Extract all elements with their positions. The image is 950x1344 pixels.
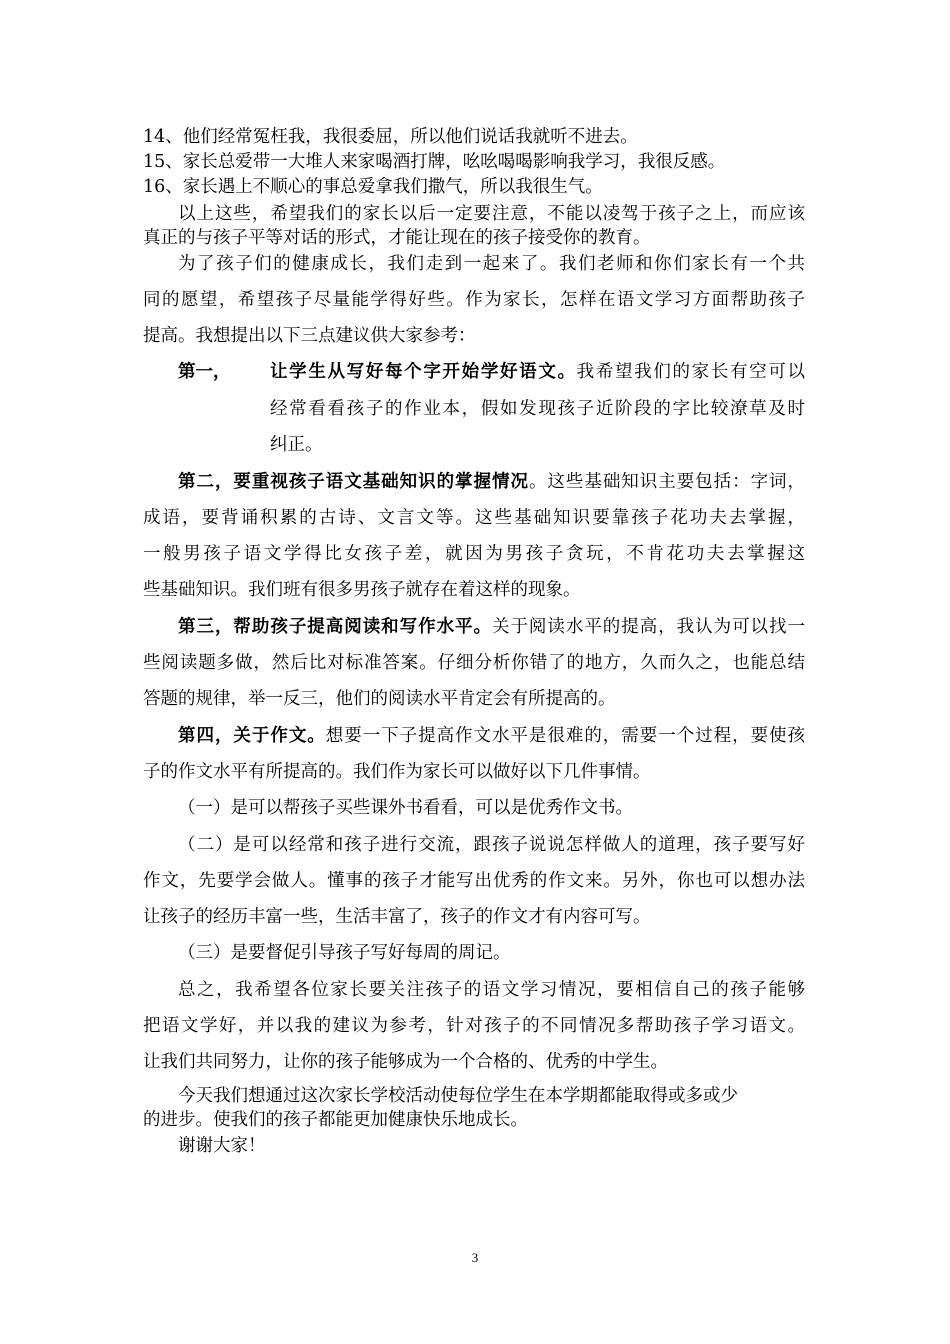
conclusion-line: 总之，我希望各位家长要关注孩子的语文学习情况，要相信自己的孩子能够 xyxy=(178,980,805,1000)
section-3-line: 答题的规律，举一反三，他们的阅读水平肯定会有所提高的。 xyxy=(143,689,616,709)
page-number: 3 xyxy=(471,1250,479,1265)
section-2-line: 些基础知识。我们班有很多男孩子就存在着这样的现象。 xyxy=(143,580,581,600)
paragraph-line: 真正的与孩子平等对话的形式，才能让现在的孩子接受你的教育。 xyxy=(143,228,651,248)
closing-line: 今天我们想通过这次家长学校活动使每位学生在本学期都能取得或多或少 xyxy=(178,1086,738,1106)
paragraph-line: 提高。我想提出以下三点建议供大家参考： xyxy=(143,326,476,346)
section-3-line: 些阅读题多做，然后比对标准答案。仔细分析你错了的地方，久而久之，也能总结 xyxy=(143,653,805,673)
conclusion-line: 把语文学好，并以我的建议为参考，针对孩子的不同情况多帮助孩子学习语文。 xyxy=(143,1016,805,1036)
list-item-15: 15、家长总爱带一大堆人来家喝酒打牌，吆吆喝喝影响我学习，我很反感。 xyxy=(143,152,726,172)
section-2-line: 成语，要背诵积累的古诗、文言文等。这些基础知识要靠孩子花功夫去掌握， xyxy=(143,508,805,528)
item-2-line: （二）是可以经常和孩子进行交流，跟孩子说说怎样做人的道理，孩子要写好 xyxy=(178,835,805,855)
thanks-line: 谢谢大家！ xyxy=(178,1136,266,1156)
section-2-line: 第二，要重视孩子语文基础知识的掌握情况。这些基础知识主要包括：字词， xyxy=(178,472,805,492)
conclusion-line: 让我们共同努力，让你的孩子能够成为一个合格的、优秀的中学生。 xyxy=(143,1052,668,1072)
closing-line: 的进步。使我们的孩子都能更加健康快乐地成长。 xyxy=(143,1110,528,1130)
item-2-line: 让孩子的经历丰富一些，生活丰富了，孩子的作文才有内容可写。 xyxy=(143,907,651,927)
item-2-line: 作文，先要学会做人。懂事的孩子才能写出优秀的作文来。另外，你也可以想办法 xyxy=(143,871,805,891)
section-1-line: 纠正。 xyxy=(270,435,323,455)
item-1: （一）是可以帮孩子买些课外书看看，可以是优秀作文书。 xyxy=(178,798,633,818)
paragraph-line: 同的愿望，希望孩子尽量能学得好些。作为家长，怎样在语文学习方面帮助孩子 xyxy=(143,290,805,310)
paragraph-line: 为了孩子们的健康成长，我们走到一起来了。我们老师和你们家长有一个共 xyxy=(178,254,805,274)
section-1-line: 让学生从写好每个字开始学好语文。我希望我们的家长有空可以 xyxy=(270,362,805,382)
item-3: （三）是要督促引导孩子写好每周的周记。 xyxy=(178,943,511,963)
list-item-14: 14、他们经常冤枉我，我很委屈，所以他们说话我就听不进去。 xyxy=(143,127,638,147)
list-item-16: 16、家长遇上不顺心的事总爱拿我们撒气，所以我很生气。 xyxy=(143,177,603,197)
section-4-line: 子的作文水平有所提高的。我们作为家长可以做好以下几件事情。 xyxy=(143,762,651,782)
paragraph-line: 以上这些，希望我们的家长以后一定要注意，不能以凌驾于孩子之上，而应该 xyxy=(178,204,805,224)
section-1-line: 经常看看孩子的作业本，假如发现孩子近阶段的字比较潦草及时 xyxy=(270,399,805,419)
section-4-line: 第四，关于作文。想要一下子提高作文水平是很难的，需要一个过程，要使孩 xyxy=(178,726,805,746)
section-3-line: 第三，帮助孩子提高阅读和写作水平。关于阅读水平的提高，我认为可以找一 xyxy=(178,617,805,637)
section-2-line: 一般男孩子语文学得比女孩子差，就因为男孩子贪玩，不肯花功夫去掌握这 xyxy=(143,544,805,564)
section-1-label: 第一， xyxy=(178,362,231,382)
